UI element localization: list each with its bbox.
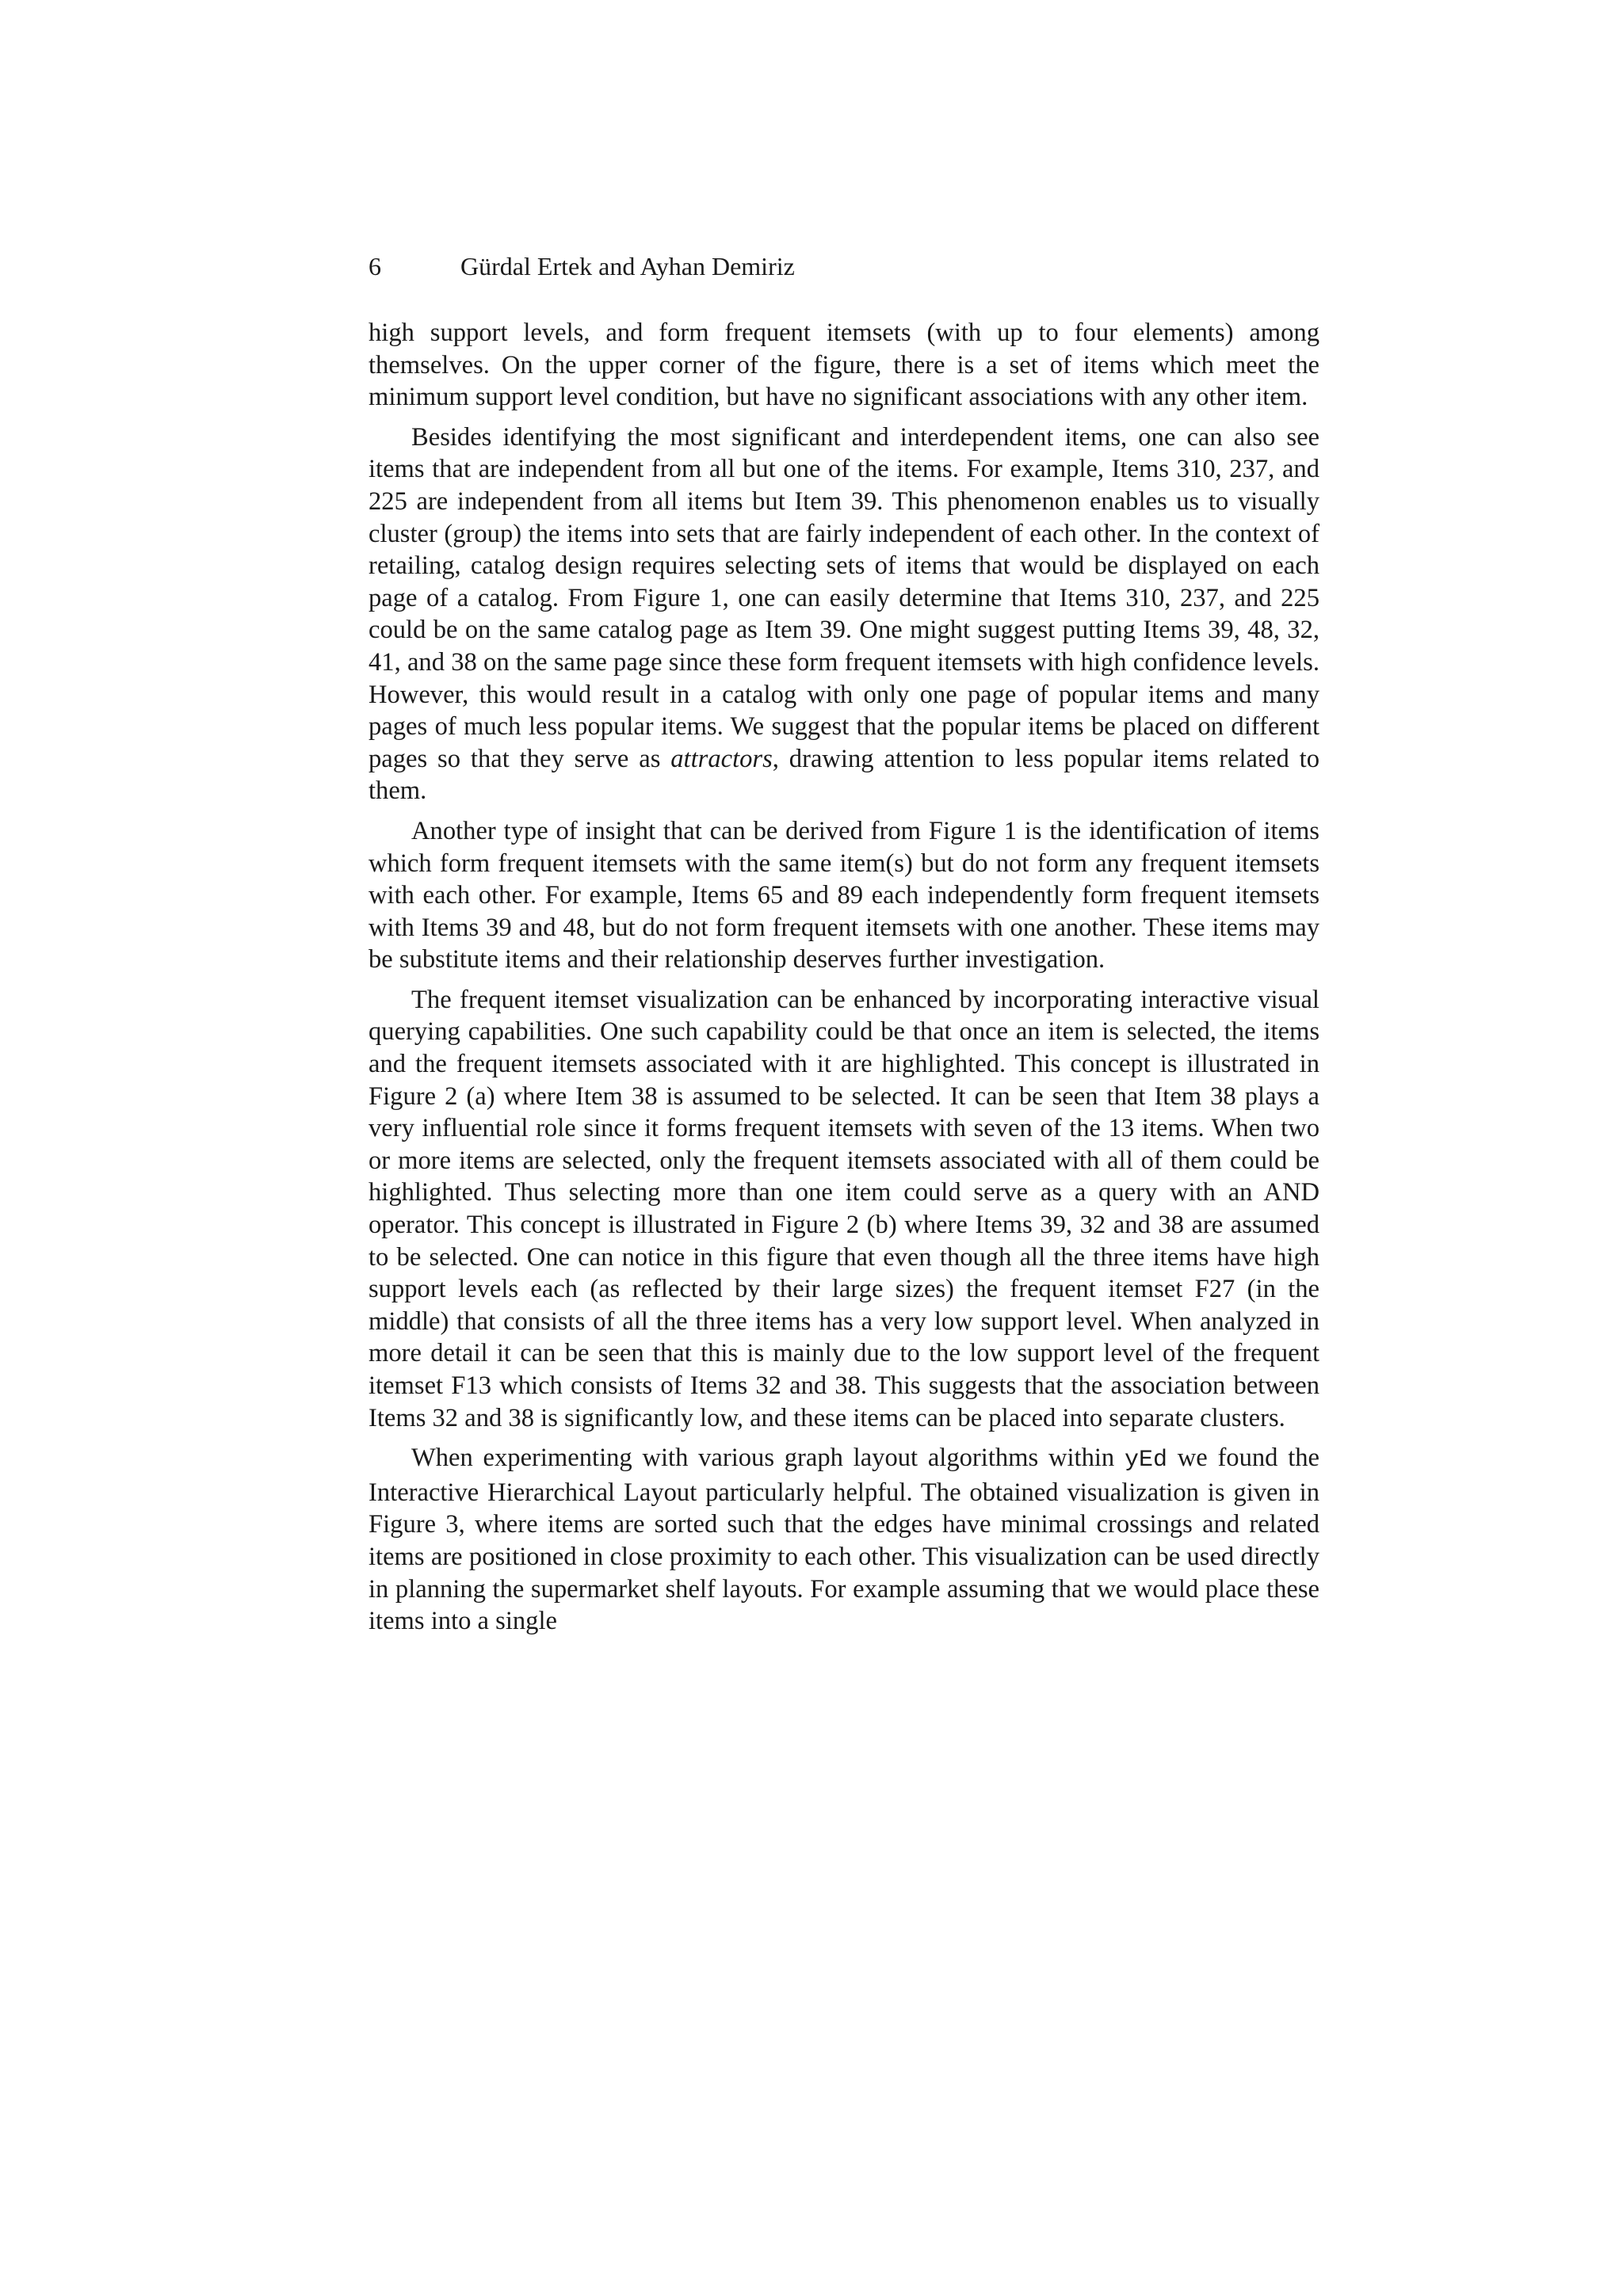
paragraph-3 xyxy=(369,815,1319,976)
paragraph-text: high support levels, and form frequent itemsets (with up to four elements) among themselves. On the upper corner of the figure, there is a set of items which meet the minimum support level condition, but have no significant associations with any other item. xyxy=(369,318,1319,412)
paragraph-text: Another type of insight that can be derived from Figure 1 is the identification of items which form frequent itemsets with the same item(s) but do not form any frequent itemsets with each other. For example, Items 65 and 89 each independently form frequent itemsets with Items 39 and 48, but do not form frequent itemsets with one another. These items may be substitute items and their relationship deserves further investigation. xyxy=(369,816,1319,974)
software-name: yEd xyxy=(1124,1447,1167,1474)
paragraph-1 xyxy=(369,317,1319,414)
running-head xyxy=(369,250,1319,282)
page-number: 6 xyxy=(369,252,381,280)
paragraph-4 xyxy=(369,984,1319,1434)
paragraph-5 xyxy=(369,1442,1319,1638)
paragraph-text: Besides identifying the most significant and interdependent items, one can also see items that are independent from all but one of the items. For example, Items 310, 237, and 225 are independent from all items but Item 39. This phenomenon enables us to visually cluster (group) the items into sets that are fairly independent of each other. In the context of retailing, catalog design requires selecting sets of items that would be displayed on each page of a catalog. From Figure 1, one can easily determine that Items 310, 237, and 225 could be on the same catalog page as Item 39. One might suggest putting Items 39, 48, 32, 41, and 38 on the same page since these form frequent itemsets with high confidence levels. However, this would result in a catalog with only one page of popular items and many pages of much less popular items. We suggest that the popular items be placed on different pages so that they serve as xyxy=(369,422,1319,773)
author-names: Gürdal Ertek and Ayhan Demiriz xyxy=(460,252,795,280)
paragraph-2 xyxy=(369,421,1319,807)
paragraph-text: The frequent itemset visualization can be enhanced by incorporating interactive visual querying capabilities. One such capability could be that once an item is selected, the items and the frequent itemsets associated with it are highlighted. This concept is illustrated in Figure 2 (a) where Item 38 is assumed to be selected. It can be seen that Item 38 plays a very influential role since it forms frequent itemsets with seven of the 13 items. When two or more items are selected, only the frequent itemsets associated with all of them could be highlighted. Thus selecting more than one item could serve as a query with an AND operator. This concept is illustrated in Figure 2 (b) where Items 39, 32 and 38 are assumed to be selected. One can notice in this figure that even though all the three items have high support levels each (as reflected by their large sizes) the frequent itemset F27 (in the middle) that consists of all the three items has a very low support level. When analyzed in more detail it can be seen that this is mainly due to the low support level of the frequent itemset F13 which consists of Items 32 and 38. This suggests that the association between Items 32 and 38 is significantly low, and these items can be placed into separate clusters. xyxy=(369,985,1319,1432)
paragraph-text: When experimenting with various graph layout algorithms within xyxy=(411,1444,1125,1473)
paragraph-text-continued: we found the Interactive Hierarchical Layout particularly helpful. The obtained visualization is given in Figure 3, where items are sorted such that the edges have minimal crossings and related items are positioned in close proximity to each other. This visualization can be used directly in planning the supermarket shelf layouts. For example assuming that we would place these items into a single xyxy=(369,1444,1319,1636)
emphasized-term: attractors xyxy=(670,744,773,773)
paragraph-text-continued: , drawing attention to less popular items related to them. xyxy=(369,744,1320,806)
body-text xyxy=(369,317,1319,1638)
